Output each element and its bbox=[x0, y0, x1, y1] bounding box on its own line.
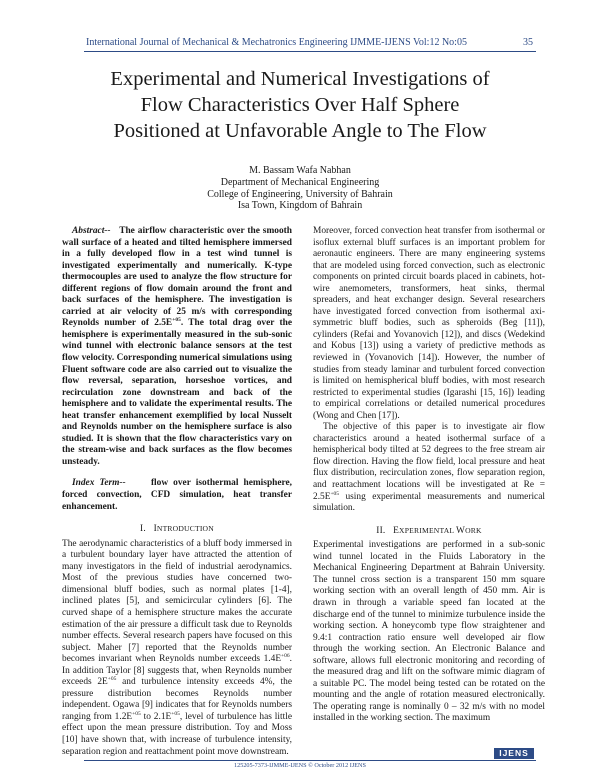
abstract-text: The airflow characteristic over the smooth wall surface of a heated and tilted hemisphere immersed in a fully developed flow in a test wind tunnel is investigated experimentally and numerically. K-type thermocouples are used to analyze the flow structure for different regions of flow domain around the front and back surfaces of the hemisphere. The investigation is carried at air velocity of 25 m/s with corresponding Reynolds number of 2.5E bbox=[62, 226, 292, 329]
paper-title bbox=[40, 66, 560, 144]
author-name: M. Bassam Wafa Nabhan bbox=[249, 165, 351, 176]
abstract-sup: +05 bbox=[172, 317, 181, 324]
objective-paragraph: The objective of this paper is to investigate air flow characteristics around a heated isothermal surface of a hemispherical body tilted at 52 degrees to the free stream air flow direction. Having the flow field, local pressure and heat flux distribution, recirculation zones, flow separation region, and reattachment locations will be investigated at $Re = 2.5E^{+05}$ using experimental measurements and numerical simulation. bbox=[313, 422, 545, 514]
right-column bbox=[313, 226, 545, 725]
intro-paragraph-2: Moreover, forced convection heat transfer from isothermal or isoflux external bluff surfaces is an important problem for aeronautic engineers. There are many engineering systems that are modeled using forced convection, such as electronic components on printed circuit boards placed in cabinets, hot-wire anemometers, transformers, heat sinks, thermal spreaders, and heat exchanger design. Several researchers have investigated forced convection from isothermal axi-symmetric bluff bodies, such as spheroids (Beg [11]), cylinders (Refai and Yovanovich [12]), and discs (Wedekind and Kobus [13]) using a variety of predictive methods as reviewed in (Yovanovich [14]). However, the number of studies from steady laminar and turbulent forced convection is limited on hemispherical bluff bodies, with most research restricted to experimental studies (Igarashi [15, 16]) leading to empirical correlations or detailed numerical procedures (Wong and Chen [17]). bbox=[313, 226, 545, 421]
index-terms-label: Index Term-- bbox=[72, 478, 126, 489]
index-terms-text: flow over isothermal hemisphere, forced convection, CFD simulation, heat transfer enhancement. bbox=[62, 478, 293, 512]
abstract bbox=[62, 226, 292, 468]
journal-name: International Journal of Mechanical & Mechatronics Engineering IJMME-IJENS Vol:12 No:05 bbox=[86, 37, 467, 48]
ijens-logo: IJENS bbox=[494, 748, 534, 759]
author-college: College of Engineering, University of Bahrain bbox=[207, 188, 393, 200]
experimental-paragraph: Experimental investigations are performed in a sub-sonic wind tunnel located in the Fluids Laboratory in the Mechanical Engineering Department at Bahrain University. The tunnel cross section is a transparent 150 mm square working section with an overall length of 450 mm. Air is drawn in through a variable speed fan located at the discharge end of the tunnel to minimize turbulence inside the working section. A honeycomb type flow straightener and 9.4:1 contraction ratio ensure well developed air flow through the working section. An Electronic Balance and software, allows full electronic monitoring and recording of the measured drag and lift on the software mimic diagram of a suitable PC. The model being tested can be rotated on the mounting and the angle of rotation measured electronically. The operating range is nominally 0 – 32 m/s with no model installed in the working section. The maximum bbox=[313, 540, 545, 724]
author-block bbox=[120, 165, 480, 212]
header-rule bbox=[84, 51, 536, 52]
page-footer: 125205-7373-IJMME-IJENS © October 2012 IJENS bbox=[234, 762, 366, 769]
author-department: Department of Mechanical Engineering bbox=[220, 176, 380, 188]
section-heading-introduction: I. INTRODUCTION bbox=[140, 524, 214, 535]
abstract-text-cont: . The total drag over the hemisphere is experimentally measured in the sub-sonic wind tunnel with electronic balance sensors at the test flow velocity. Corresponding numerical simulations using Fluent software code are also carried out to visualize the flow reversal, separation, horseshoe vortices, and recirculation zone downstream and back of the hemisphere and to validate the experimental results. The heat transfer enhancement exemplified by local Nusselt and Reynolds number on the hemisphere surface is also studied. It is shown that the flow characteristics vary on the stream-wise and back surfaces as the flow becomes unsteady. bbox=[62, 318, 292, 467]
title-line-2: Flow Characteristics Over Half Sphere bbox=[140, 94, 460, 116]
footer-rule bbox=[84, 760, 536, 761]
author-location: Isa Town, Kingdom of Bahrain bbox=[237, 200, 363, 212]
page-number: 35 bbox=[523, 37, 533, 48]
intro-paragraph: The aerodynamic characteristics of a bluff body immersed in a turbulent boundary layer have attracted the attention of many investigators in the field of industrial aerodynamics. Most of the previous studies have concerned two-dimensional bluff bodies, such as normal plates [1-4], inclined plates [5], and semicircular cylinders [6]. The curved shape of a hemisphere structure makes the accurate estimation of the air pressure a difficult task due to Reynolds number effects. Several research papers have focused on this subject. Maher [7] reported that the Reynolds number becomes invariant when Reynolds number exceeds $1.4E^{+06}$. In addition Taylor [8] suggests that, when Reynolds number exceeds $2E^{+05}$ and turbulence intensity exceeds 4%, the pressure distribution becomes Reynolds number independent. Ogawa [9] indicates that for Reynolds numbers ranging from $1.2E^{+05}$ to $2.1E^{+05}$, level of turbulence has little effect upon the mean pressure distribution. Toy and Moss [10] have shown that, with increase of turbulence intensity, separation region and reattachment point move downstream. bbox=[62, 538, 292, 757]
title-line-1: Experimental and Numerical Investigations of bbox=[110, 68, 490, 90]
title-line-3: Positioned at Unfavorable Angle to The Flow bbox=[113, 120, 487, 142]
abstract-label: Abstract-- bbox=[72, 226, 111, 236]
section-heading-experimental-work: II. EXPERIMENTAL WORK bbox=[376, 525, 482, 536]
left-column bbox=[62, 226, 292, 758]
index-terms bbox=[62, 478, 292, 513]
